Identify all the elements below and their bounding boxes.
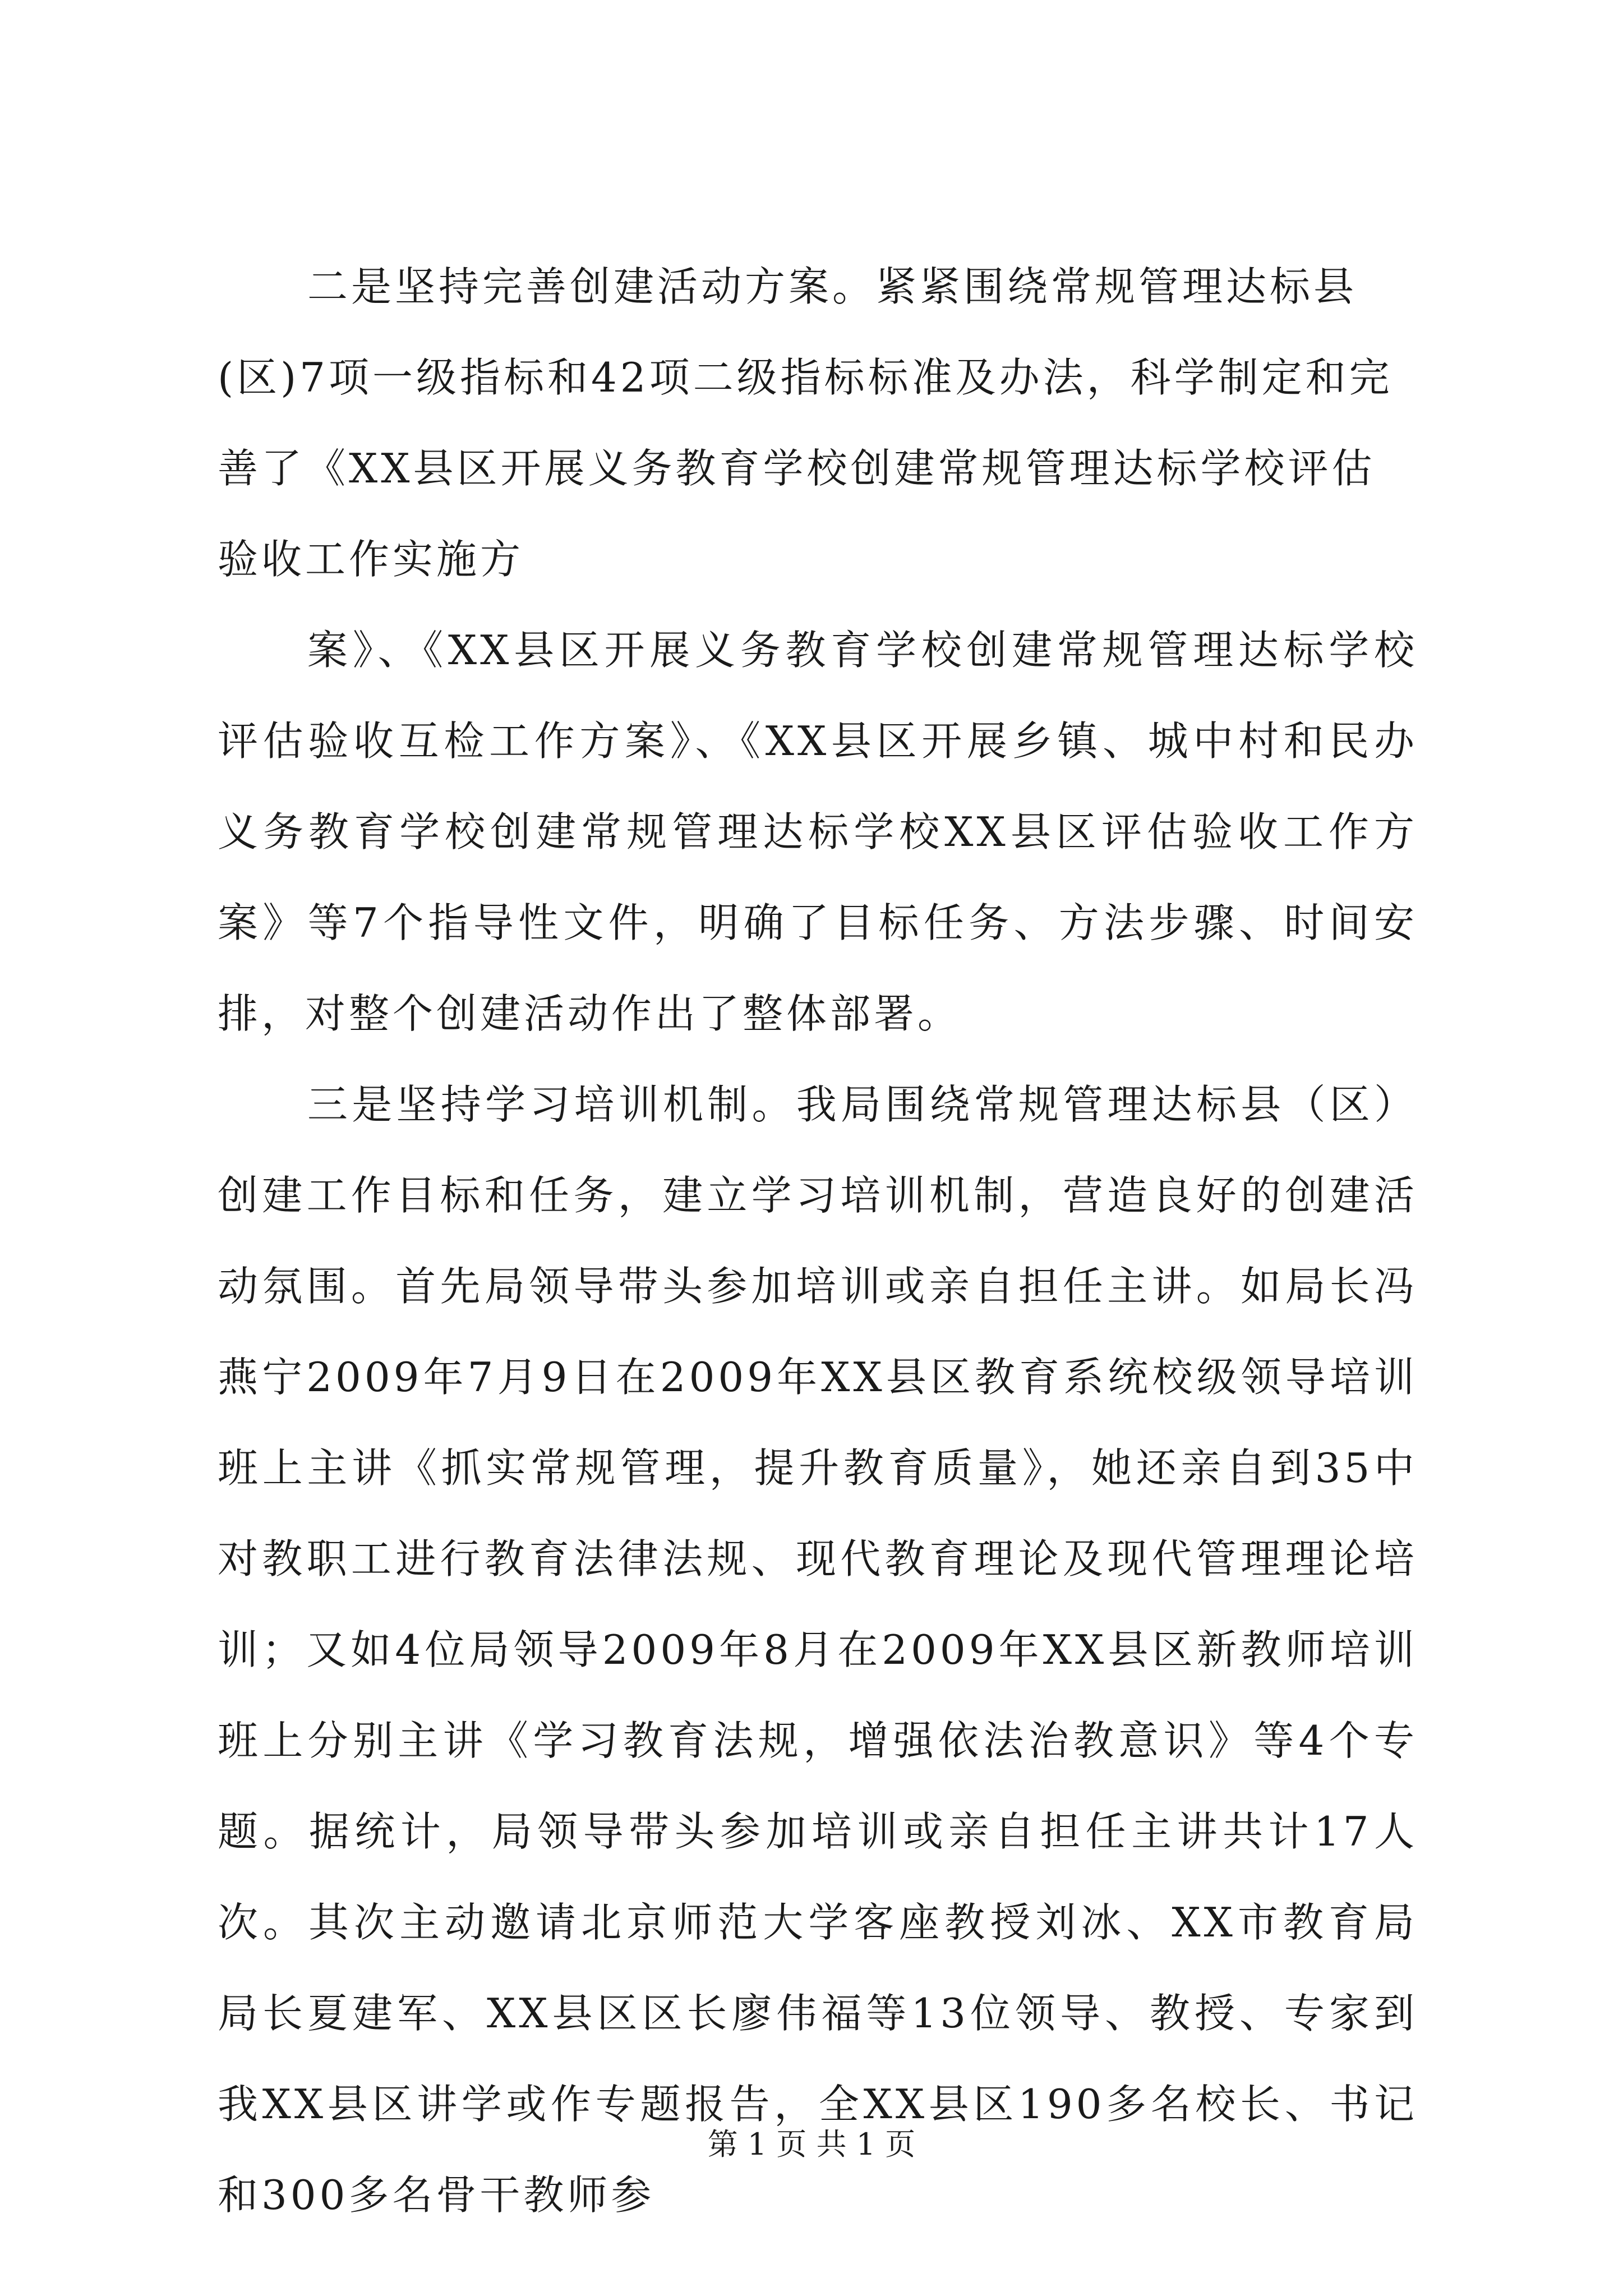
paragraph-3-training: 三是坚持学习培训机制。我局围绕常规管理达标县（区）创建工作目标和任务，建立学习培训机制，营造良好的创建活动氛围。首先局领导带头参加培训或亲自担任主讲。如局长冯燕宁2009年7月9日在2009年XX县区教育系统校级领导培训班上主讲《抓实常规管理，提升教育质量》，她还亲自到35中对教职工进行教育法律法规、现代教育理论及现代管理理论培训；又如4位局领导2009年8月在2009年XX县区新教师培训班上分别主讲《学习教育法规，增强依法治教意识》等4个专题。据统计，局领导带头参加培训或亲自担任主讲共计17人次。其次主动邀请北京师范大学客座教授刘冰、XX市教育局局长夏建军、XX县区区长廖伟福等13位领导、教授、专家到我XX县区讲学或作专题报告，全XX县区190多名校长、书记和300多名骨干教师参 bbox=[218, 1081, 1418, 2219]
paragraph-2-plan: 二是坚持完善创建活动方案。紧紧围绕常规管理达标县(区)7项一级指标和42项二级指标标准及办法，科学制定和完善了《XX县区开展义务教育学校创建常规管理达标学校评估验收工作实施方 bbox=[218, 263, 1393, 583]
paragraph-plan-continuation: 案》、《XX县区开展义务教育学校创建常规管理达标学校评估验收互检工作方案》、《XX县区开展乡镇、城中村和民办义务教育学校创建常规管理达标学校XX县区评估验收工作方案》等7个指导性文件，明确了目标任务、方法步骤、时间安排，对整个创建活动作出了整体部署。 bbox=[218, 627, 1418, 1037]
document-body bbox=[218, 241, 1418, 2240]
page-footer: 第 1 页 共 1 页 bbox=[707, 2127, 916, 2162]
